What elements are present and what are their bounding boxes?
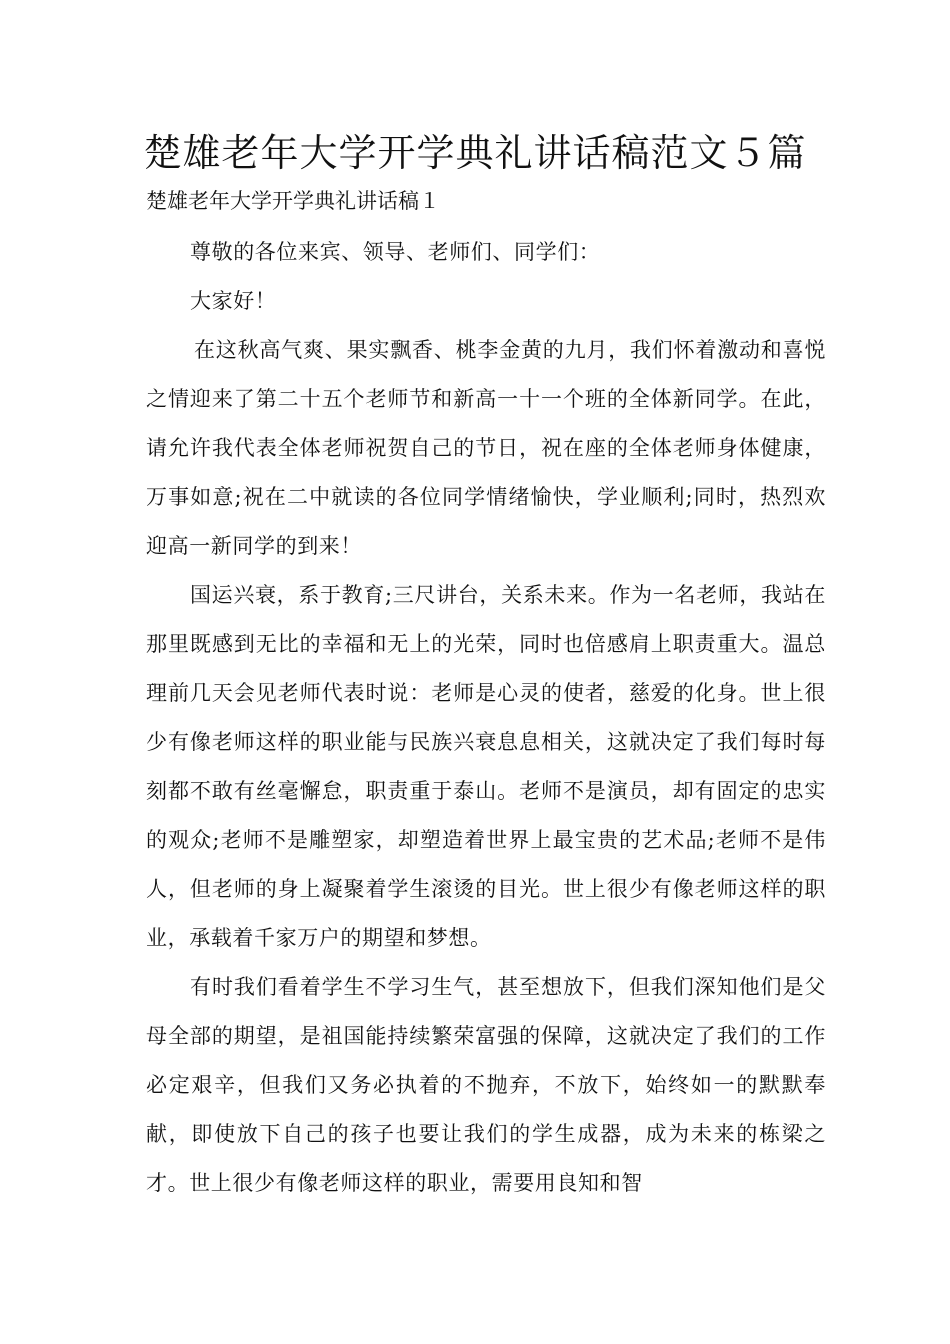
body-paragraph: 有时我们看着学生不学习生气，甚至想放下，但我们深知他们是父母全部的期望，是祖国能持续繁荣富强的保障，这就决定了我们的工作必定艰辛，但我们又务必执着的不抛弃，不放下，始终如一的默默奉献，即使放下自己的孩子也要让我们的学生成器，成为未来的栋梁之才。世上很少有像老师这样的职业，需要用良知和智 bbox=[146, 975, 826, 1195]
body-paragraph: 国运兴衰，系于教育;三尺讲台，关系未来。作为一名老师，我站在那里既感到无比的幸福和无上的光荣，同时也倍感肩上职责重大。温总理前几天会见老师代表时说：老师是心灵的使者，慈爱的化身。世上很少有像老师这样的职业能与民族兴衰息息相关，这就决定了我们每时每刻都不敢有丝毫懈怠，职责重于泰山。老师不是演员，却有固定的忠实的观众;老师不是雕塑家，却塑造着世界上最宝贵的艺术品;老师不是伟人，但老师的身上凝聚着学生滚烫的目光。世上很少有像老师这样的职业，承载着千家万户的期望和梦想。 bbox=[146, 583, 826, 950]
body-paragraph: 在这秋高气爽、果实飘香、桃李金黄的九月，我们怀着激动和喜悦之情迎来了第二十五个老师节和新高一十一个班的全体新同学。在此，请允许我代表全体老师祝贺自己的节日，祝在座的全体老师身体健康，万事如意;祝在二中就读的各位同学情绪愉快，学业顺利;同时，热烈欢迎高一新同学的到来！ bbox=[146, 338, 826, 558]
document-body bbox=[146, 228, 826, 1208]
section-heading: 楚雄老年大学开学典礼讲话稿１ bbox=[146, 189, 440, 213]
document-title: 楚雄老年大学开学典礼讲话稿范文５篇 bbox=[143, 131, 807, 175]
salutation-paragraph: 尊敬的各位来宾、领导、老师们、同学们： bbox=[190, 240, 601, 264]
greeting-paragraph: 大家好！ bbox=[190, 289, 277, 313]
